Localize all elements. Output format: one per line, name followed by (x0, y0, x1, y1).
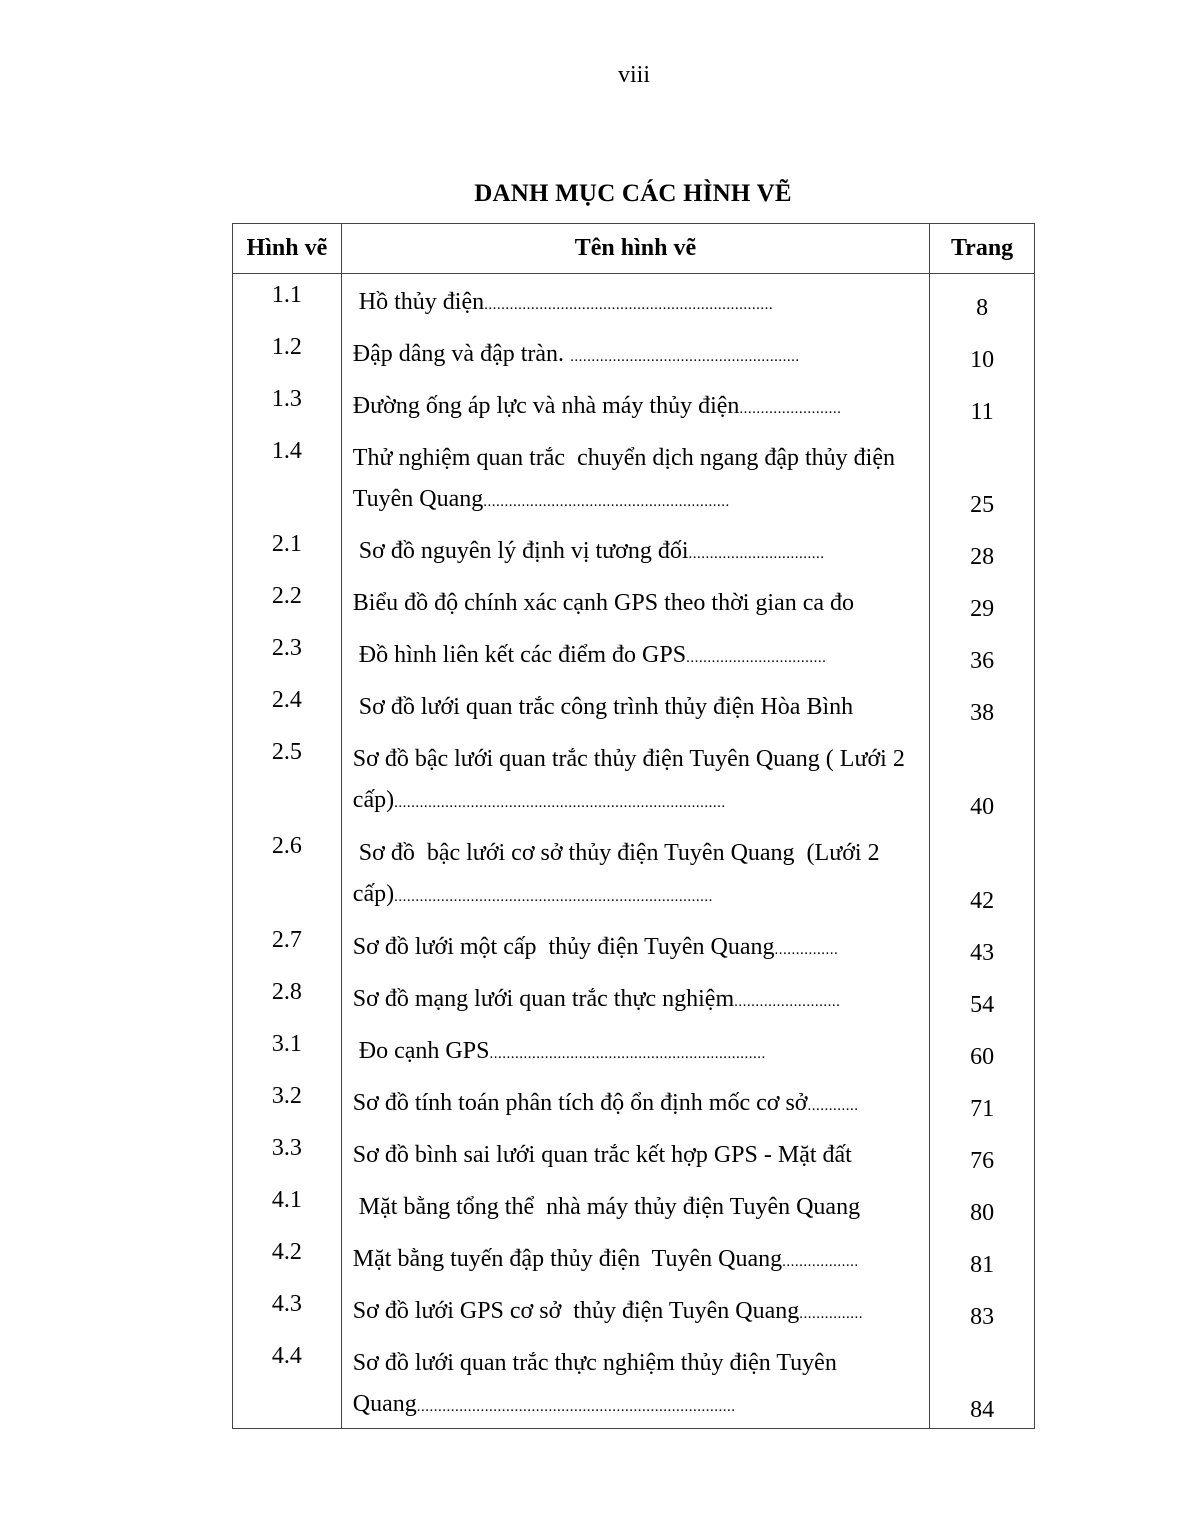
figure-name: Đồ hình liên kết các điểm đo GPS (352, 642, 687, 668)
figure-page: 38 (930, 679, 1035, 731)
table-row (233, 575, 1035, 627)
page-number: viii (617, 62, 650, 88)
figure-number: 2.4 (233, 679, 342, 731)
dot-leader: ................................. (686, 650, 827, 666)
table-row (233, 1283, 1035, 1335)
figure-number: 4.2 (233, 1231, 342, 1283)
table-row (233, 326, 1035, 378)
figure-number: 4.3 (233, 1283, 342, 1335)
figure-page: 80 (930, 1179, 1035, 1231)
dot-leader: ............... (774, 942, 839, 958)
figure-name: Mặt bằng tuyến đập thủy điện Tuyên Quang (352, 1246, 783, 1272)
header-figure-number: Hình vẽ (233, 224, 342, 274)
figure-name: Sơ đồ bậc lưới quan trắc thủy điện Tuyên Quang ( Lưới 2 cấp) (352, 746, 911, 813)
table-row (233, 1127, 1035, 1179)
table-row (233, 1075, 1035, 1127)
figure-name: Đường ống áp lực và nhà máy thủy điện (352, 393, 740, 419)
table-row (233, 919, 1035, 971)
figure-page: 60 (930, 1023, 1035, 1075)
figure-name-cell (341, 627, 929, 679)
dot-leader: ............ (807, 1098, 859, 1114)
table-row (233, 274, 1035, 327)
figure-name: Mặt bằng tổng thể nhà máy thủy điện Tuyên Quang (352, 1194, 861, 1220)
figure-name: Biểu đồ độ chính xác cạnh GPS theo thời gian ca đo (352, 590, 855, 616)
table-row (233, 1023, 1035, 1075)
dot-leader: ...................................................... (570, 349, 800, 365)
figure-name-cell (341, 1023, 929, 1075)
dot-leader: ................................ (688, 546, 825, 562)
figure-name-cell (341, 430, 929, 523)
figure-number: 3.3 (233, 1127, 342, 1179)
table-row (233, 1335, 1035, 1429)
figure-name: Sơ đồ mạng lưới quan trắc thực nghiệm (352, 986, 735, 1012)
table-row (233, 731, 1035, 825)
figure-name-cell (341, 575, 929, 627)
figure-name: Hồ thủy điện (352, 289, 485, 315)
figure-name: Sơ đồ lưới quan trắc công trình thủy điện Hòa Bình (352, 694, 854, 720)
figure-name-cell (341, 378, 929, 430)
figure-number: 1.2 (233, 326, 342, 378)
page-title: DANH MỤC CÁC HÌNH VẼ (474, 180, 792, 207)
figure-name-cell (341, 523, 929, 575)
table-row (233, 1179, 1035, 1231)
figure-name-cell (341, 731, 929, 825)
figure-page: 42 (930, 825, 1035, 919)
figure-name: Đập dâng và đập tràn. (352, 341, 571, 367)
figure-number: 2.2 (233, 575, 342, 627)
figure-page: 71 (930, 1075, 1035, 1127)
dot-leader: .................. (782, 1254, 859, 1270)
table-header-row (233, 224, 1035, 274)
table-row (233, 825, 1035, 919)
figure-name: Sơ đồ nguyên lý định vị tương đối (352, 538, 689, 564)
table-row (233, 523, 1035, 575)
figure-number: 1.3 (233, 378, 342, 430)
figure-number: 3.1 (233, 1023, 342, 1075)
dot-leader: .......................................................... (483, 494, 730, 510)
figure-page: 8 (930, 274, 1035, 327)
figure-name-cell (341, 679, 929, 731)
figure-page: 36 (930, 627, 1035, 679)
figure-page: 25 (930, 430, 1035, 523)
figure-number: 1.1 (233, 274, 342, 327)
figure-number: 4.1 (233, 1179, 342, 1231)
table-body (233, 274, 1035, 1429)
header-page: Trang (930, 224, 1035, 274)
figure-number: 4.4 (233, 1335, 342, 1429)
dot-leader: .............................................................................. (394, 795, 726, 811)
figure-name: Sơ đồ lưới quan trắc thực nghiệm thủy điện Tuyên Quang (352, 1350, 843, 1417)
header-figure-name: Tên hình vẽ (341, 224, 929, 274)
figure-number: 1.4 (233, 430, 342, 523)
figure-name: Sơ đồ bậc lưới cơ sở thủy điện Tuyên Quang (Lưới 2 cấp) (352, 840, 886, 907)
table-row (233, 627, 1035, 679)
figure-page: 54 (930, 971, 1035, 1023)
table-row (233, 1231, 1035, 1283)
figure-name-cell (341, 919, 929, 971)
figure-name-cell (341, 1335, 929, 1429)
figure-name-cell (341, 971, 929, 1023)
figure-number: 2.3 (233, 627, 342, 679)
figure-page: 10 (930, 326, 1035, 378)
figure-page: 84 (930, 1335, 1035, 1429)
figure-page: 29 (930, 575, 1035, 627)
figure-number: 2.1 (233, 523, 342, 575)
dot-leader: ........................................................................... (416, 1399, 736, 1415)
table-row (233, 378, 1035, 430)
table-row (233, 971, 1035, 1023)
figure-name-cell (341, 1179, 929, 1231)
figure-page: 28 (930, 523, 1035, 575)
figure-number: 2.5 (233, 731, 342, 825)
table-row (233, 679, 1035, 731)
figure-page: 83 (930, 1283, 1035, 1335)
figure-name: Sơ đồ lưới một cấp thủy điện Tuyên Quang (352, 934, 775, 960)
figure-number: 3.2 (233, 1075, 342, 1127)
figure-name-cell (341, 274, 929, 327)
dot-leader: .................................................................... (484, 297, 774, 313)
figure-name-cell (341, 326, 929, 378)
figure-name: Sơ đồ bình sai lưới quan trắc kết hợp GPS - Mặt đất (352, 1142, 852, 1168)
figure-name-cell (341, 1231, 929, 1283)
figure-page: 43 (930, 919, 1035, 971)
figure-name-cell (341, 1075, 929, 1127)
dot-leader: ......................... (734, 994, 841, 1010)
dot-leader: ........................ (739, 401, 842, 417)
figure-name: Sơ đồ tính toán phân tích độ ổn định mốc cơ sở (352, 1090, 808, 1116)
figure-page: 40 (930, 731, 1035, 825)
figure-page: 81 (930, 1231, 1035, 1283)
figure-number: 2.8 (233, 971, 342, 1023)
dot-leader: ............... (799, 1306, 864, 1322)
figure-number: 2.6 (233, 825, 342, 919)
figure-page: 76 (930, 1127, 1035, 1179)
figure-page: 11 (930, 378, 1035, 430)
figure-name: Sơ đồ lưới GPS cơ sở thủy điện Tuyên Quang (352, 1298, 800, 1324)
figure-number: 2.7 (233, 919, 342, 971)
figure-name: Thử nghiệm quan trắc chuyển dịch ngang đập thủy điện Tuyên Quang (352, 445, 901, 512)
dot-leader: ........................................................................... (394, 889, 713, 905)
figure-name: Đo cạnh GPS (352, 1038, 490, 1064)
dot-leader: ................................................................. (489, 1046, 766, 1062)
figure-name-cell (341, 825, 929, 919)
table-row (233, 430, 1035, 523)
figure-name-cell (341, 1127, 929, 1179)
figure-name-cell (341, 1283, 929, 1335)
figure-list-table (232, 223, 1035, 1429)
